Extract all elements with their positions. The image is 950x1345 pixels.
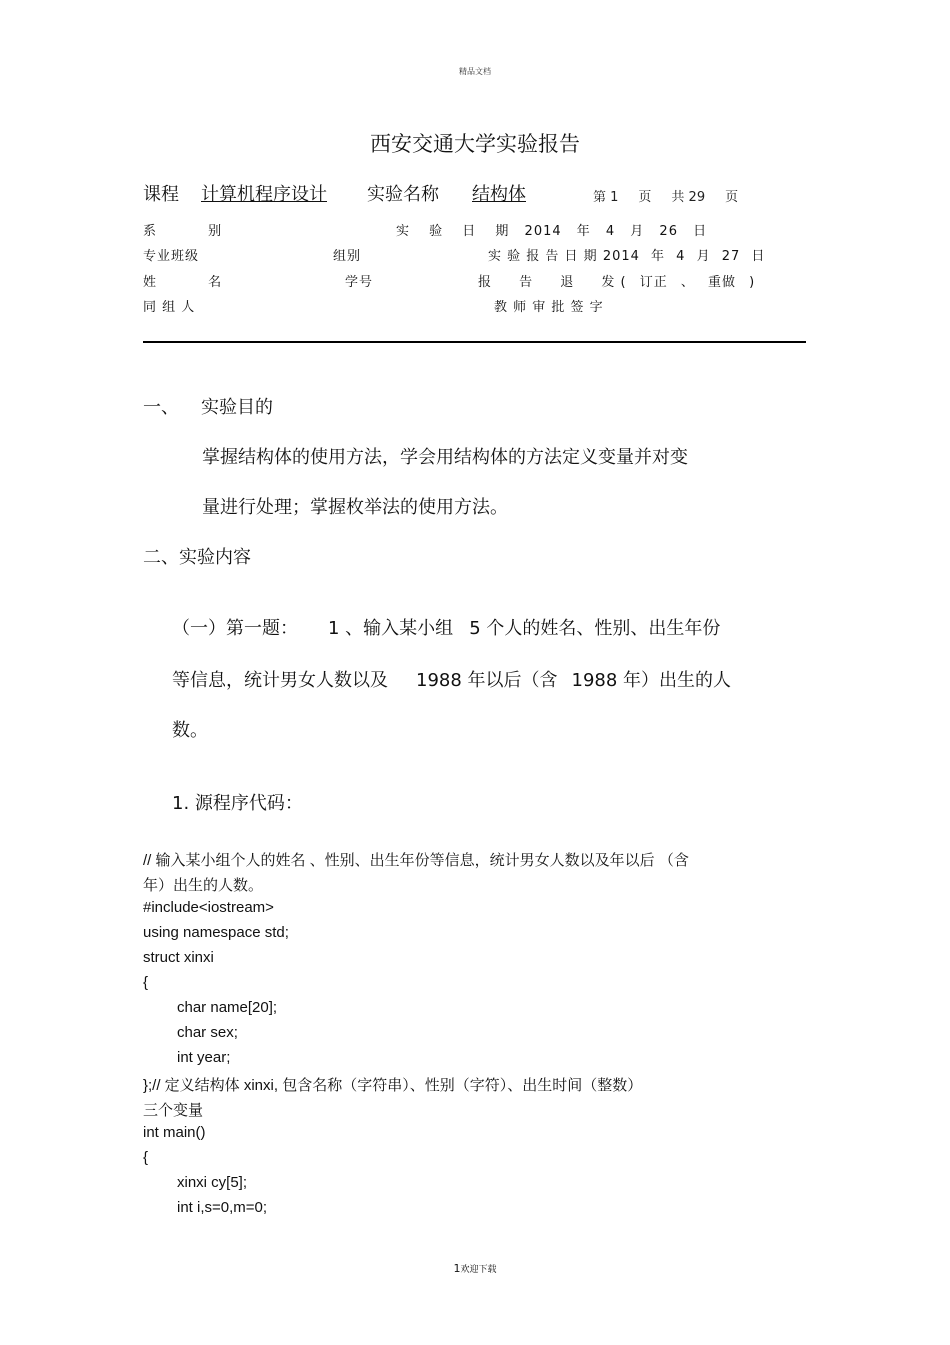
- exp-name-value: 结构体: [472, 184, 526, 205]
- page-title: 西安交通大学实验报告: [370, 132, 580, 156]
- section-heading-2: 二、实验内容: [143, 547, 251, 568]
- purpose-line-2: 量进行处理；掌握枚举法的使用方法。: [202, 497, 508, 518]
- code-line: int main(): [143, 1124, 206, 1141]
- code-line: xinxi cy[5];: [177, 1174, 248, 1191]
- code-line: #include<iostream>: [143, 899, 274, 916]
- code-line: char sex;: [177, 1024, 238, 1041]
- code-line: {: [143, 974, 149, 991]
- code-line: // 输入某小组个人的姓名 、性别、出生年份等信息，统计男女人数以及年以后 （含: [143, 852, 689, 869]
- question-line-1: （一）第一题： 1 、输入某小组 5 个人的姓名、性别、出生年份: [172, 618, 721, 639]
- code-line: struct xinxi: [143, 949, 214, 966]
- course-label: 课程: [143, 184, 179, 205]
- code-line: 年）出生的人数。: [143, 877, 264, 894]
- exp-date: 实 验 日 期 2014 年 4 月 26 日: [396, 224, 708, 239]
- page-count: 第 1 页 共 29 页: [593, 190, 739, 205]
- code-line: int year;: [177, 1049, 231, 1066]
- page-footer: [0, 1262, 950, 1275]
- divider: [143, 341, 806, 343]
- code-line: int i,s=0,m=0;: [177, 1199, 268, 1216]
- info-row-1: 系 别: [143, 224, 246, 239]
- code-line: {: [143, 1149, 149, 1166]
- course-line: [143, 180, 551, 206]
- footer-text: 欢迎下载: [460, 1265, 497, 1275]
- info-row-4: 同 组 人: [143, 300, 196, 315]
- question-line-3: 数。: [172, 720, 208, 741]
- exp-name-label: 实验名称: [367, 184, 439, 205]
- info-row-3: 姓 名 学号: [143, 275, 374, 290]
- teacher-sign: 教 师 审 批 签 字: [494, 300, 604, 315]
- question-line-2: 等信息，统计男女人数以及 1988 年以后（含 1988 年）出生的人: [172, 670, 732, 691]
- code-line: 三个变量: [143, 1102, 204, 1119]
- header-tag: 精品文档: [459, 67, 491, 76]
- code-line: char name[20];: [177, 999, 278, 1016]
- section-heading-1: 一、 实验目的: [143, 397, 273, 418]
- purpose-line-1: 掌握结构体的使用方法，学会用结构体的方法定义变量并对变: [202, 447, 688, 468]
- footer-page-number: 1: [453, 1262, 461, 1275]
- code-line: using namespace std;: [143, 924, 289, 941]
- info-row-2: 专业班级 组别: [143, 249, 362, 264]
- course-value: 计算机程序设计: [201, 184, 327, 205]
- report-return: 报 告 退 发 ( 订正 、 重做 ): [478, 275, 756, 290]
- code-heading: 1. 源程序代码：: [172, 793, 303, 814]
- code-line: };// 定义结构体 xinxi, 包含名称（字符串）、性别（字符）、出生时间（整数）: [143, 1077, 643, 1094]
- report-date: 实 验 报 告 日 期 2014 年 4 月 27 日: [488, 249, 766, 264]
